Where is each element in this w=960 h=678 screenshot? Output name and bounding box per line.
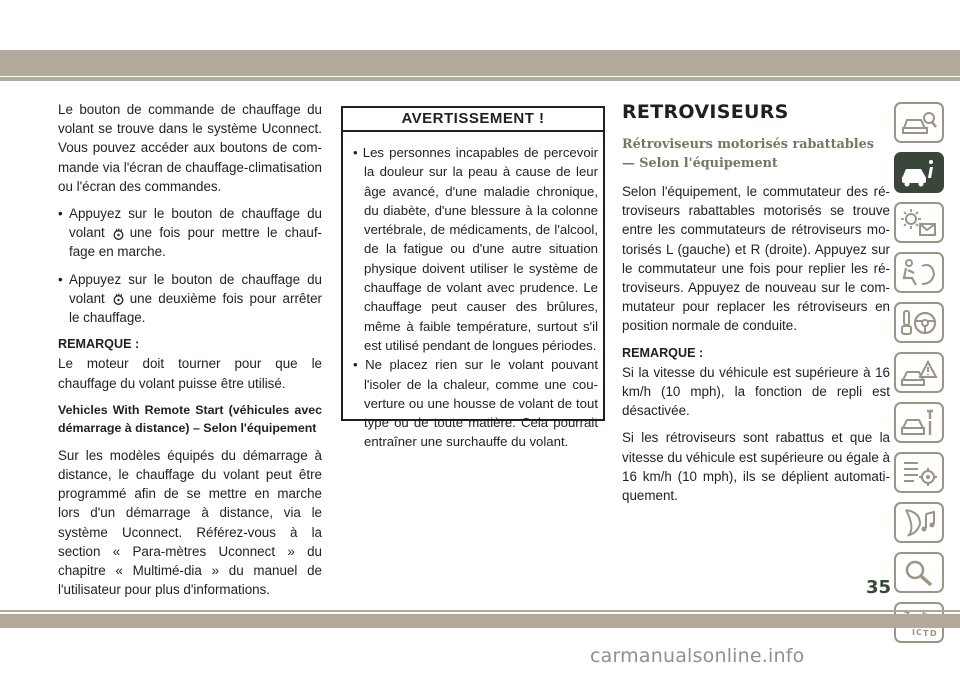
section-title: RETROVISEURS (622, 101, 789, 123)
tab-servicing[interactable] (894, 402, 944, 443)
car-search-icon (900, 108, 938, 138)
remark-label: REMARQUE : (622, 345, 704, 360)
remark-text: Si la vitesse du véhicule est supérieure à 16 km/h (10 mph), la fonction de repli est désactivée. (622, 364, 890, 419)
warning-item: • Ne placez rien sur le volant pouvant l'isoler de la chaleur, comme une cou-verture ou une housse de volant de tout type ou de toute matière. Cela pourrait entraîner une surchauffe du volant. (353, 357, 598, 450)
heated-wheel-icon (113, 293, 124, 305)
warning-light-icon (900, 208, 938, 238)
magnifier-icon (900, 558, 938, 588)
warning-body (343, 132, 603, 452)
car-service-icon (900, 408, 938, 438)
footer-rule (0, 610, 960, 612)
heated-wheel-icon (113, 228, 124, 240)
remark-label: REMARQUE : (58, 337, 140, 352)
footer-band (0, 614, 960, 628)
page-number: 35 (866, 577, 892, 598)
airbag-seat-icon (900, 258, 938, 288)
tab-airbag-seat[interactable] (894, 252, 944, 293)
tab-car-search[interactable] (894, 102, 944, 143)
warning-title: AVERTISSEMENT ! (343, 108, 603, 132)
checklist-gear-icon (900, 458, 938, 488)
tab-starting-driving[interactable] (894, 302, 944, 343)
svg-text:T: T (923, 628, 929, 638)
header-rule (0, 77, 960, 81)
remark-text: Si les rétroviseurs sont rabattus et que la vitesse du véhicule est supérieure ou égale à 16 km/h (10 mph), ils se déplient automati-quement. (622, 430, 890, 504)
bullet-turn-on: • Appuyez sur le bouton de chauffage du volant une fois pour mettre le chauf-fage en marche. (58, 206, 322, 260)
car-info-icon (900, 158, 938, 188)
watermark-text: carmanualsonline.info (590, 645, 805, 667)
hazard-car-icon (900, 358, 938, 388)
remote-start-paragraph: Sur les modèles équipés du démarrage à distance, le chauffage du volant peut être programmé afin de se mettre en marche lors d'un démarrage à distance, via le système Uconnect. Référez-vous à la section « Para-mètres Uconnect » du chapitre « Multimé-dia » du manuel de l'utilisateur pour plus d'informations. (58, 447, 322, 598)
mirrors-paragraph: Selon l'équipement, le commutateur des ré-troviseurs rabattables motorisés se trouve entre les commutateurs de rétroviseurs mo-torisés L (gauche) et R (droite). Appuyez sur le commutateur une fois pour replier les ré-troviseurs. Appuyez de nouveau sur le com-mutateur pour replacer les rétroviseurs en position normale de conduite. (622, 184, 890, 334)
svg-text:D: D (930, 628, 937, 638)
steering-wheel-icon (900, 308, 938, 338)
chapter-tabs (894, 102, 944, 652)
svg-text:I: I (912, 627, 915, 637)
tab-car-info[interactable] (894, 152, 944, 193)
header-band (0, 50, 960, 76)
tab-emergency[interactable] (894, 352, 944, 393)
multimedia-icon (900, 508, 938, 538)
column-mirrors (622, 100, 890, 513)
tab-warning-lights[interactable] (894, 202, 944, 243)
svg-text:C: C (916, 627, 922, 637)
remark-text: Le moteur doit tourner pour que le chauffage du volant puisse être utilisé. (58, 356, 322, 391)
subsection-title: Rétroviseurs motorisés rabattables — Selon l'équipement (622, 137, 874, 171)
tab-specifications[interactable] (894, 452, 944, 493)
intro-paragraph: Le bouton de commande de chauffage du volant se trouve dans le système Uconnect. Vous pouvez accéder aux boutons de com-mande via l'écran de chauffage-climatisation ou l'écran des commandes. (58, 102, 322, 194)
tab-index-search[interactable] (894, 552, 944, 593)
warning-box (341, 106, 605, 450)
warning-item: • Les personnes incapables de percevoir la douleur sur la peau à cause de leur âge avancé, d'une maladie chronique, du diabète, d'une blessure à la colonne vertébrale, de médicaments, de l'alcool, de la fatigue ou d'une autre situation physique doivent utiliser le système de chauffage de volant avec prudence. Le chauffage peut causer des brûlures, même à faible température, surtout s'il est utilisé pendant de longues périodes. (353, 145, 598, 353)
column-heated-steering-wheel (58, 100, 322, 607)
tab-multimedia[interactable] (894, 502, 944, 543)
remote-start-subheading: Vehicles With Remote Start (véhicules avec démarrage à distance) – Selon l'équipement (58, 402, 322, 436)
bullet-turn-off: • Appuyez sur le bouton de chauffage du volant une deuxième fois pour arrêter le chauffage. (58, 271, 322, 326)
